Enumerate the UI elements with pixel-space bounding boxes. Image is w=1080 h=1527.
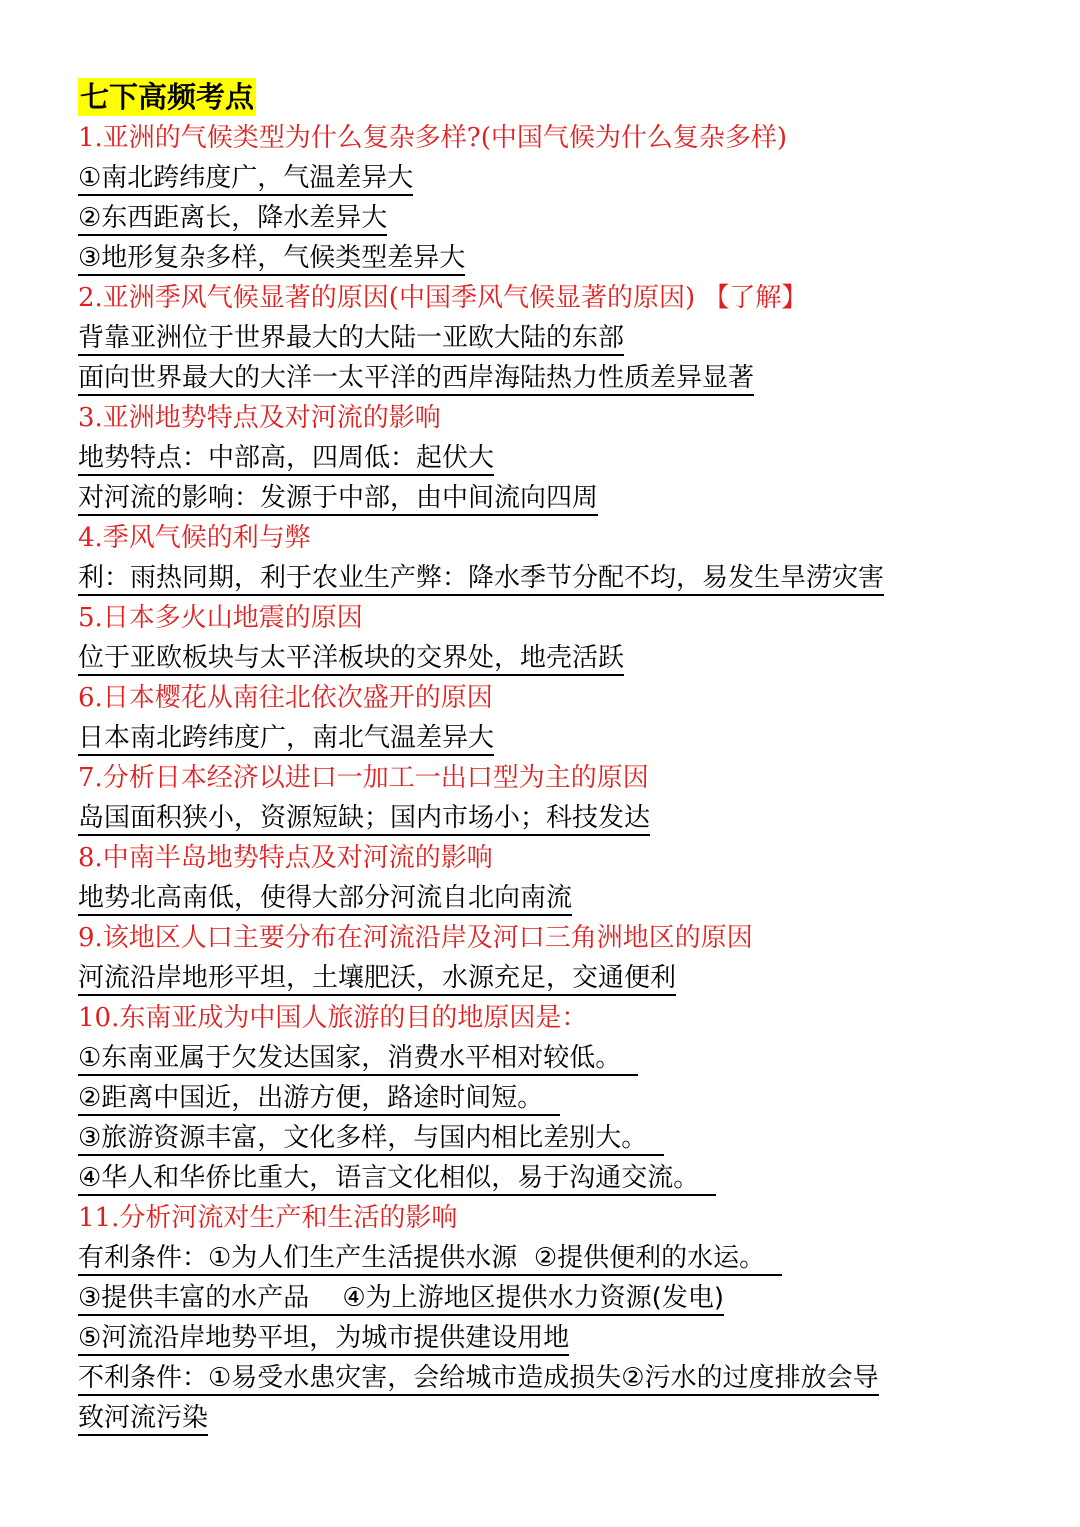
answer-line (78, 158, 1068, 198)
answer-text: ①东南亚属于欠发达国家，消费水平相对较低。 (78, 1043, 638, 1076)
answer-line (78, 1398, 1068, 1438)
answer-text: 面向世界最大的大洋一太平洋的西岸海陆热力性质差异显著 (78, 363, 754, 396)
answer-text: ③旅游资源丰富，文化多样，与国内相比差别大。 (78, 1123, 664, 1156)
answer-line (78, 1318, 1068, 1358)
answer-line (78, 798, 1068, 838)
question-heading: 8.中南半岛地势特点及对河流的影响 (78, 843, 493, 873)
answer-text: 地势北高南低，使得大部分河流自北向南流 (78, 883, 572, 916)
document-page (78, 78, 1068, 1438)
answer-text: 利：雨热同期，利于农业生产弊：降水季节分配不均，易发生旱涝灾害 (78, 563, 884, 596)
answer-text: 不利条件：①易受水患灾害，会给城市造成损失②污水的过度排放会导 (78, 1363, 879, 1396)
question-heading: 5.日本多火山地震的原因 (78, 603, 363, 633)
answer-text: ②东西距离长，降水差异大 (78, 203, 387, 236)
question-heading: 7.分析日本经济以进口一加工一出口型为主的原因 (78, 763, 649, 793)
question-heading: 6.日本樱花从南往北依次盛开的原因 (78, 683, 493, 713)
question-heading: 11.分析河流对生产和生活的影响 (78, 1203, 458, 1233)
answer-text: 日本南北跨纬度广，南北气温差异大 (78, 723, 494, 756)
answer-line (78, 1238, 1068, 1278)
answer-line (78, 198, 1068, 238)
answer-text: ⑤河流沿岸地势平坦，为城市提供建设用地 (78, 1323, 569, 1356)
answer-line (78, 238, 1068, 278)
answer-line (78, 558, 1068, 598)
question-heading: 9.该地区人口主要分布在河流沿岸及河口三角洲地区的原因 (78, 923, 753, 953)
answer-text: ③地形复杂多样，气候类型差异大 (78, 243, 465, 276)
answer-text: 背靠亚洲位于世界最大的大陆一亚欧大陆的东部 (78, 323, 624, 356)
question-heading: 4.季风气候的利与弊 (78, 523, 311, 553)
answer-line (78, 478, 1068, 518)
answer-text: ③提供丰富的水产品 ④为上游地区提供水力资源(发电) (78, 1283, 724, 1316)
answer-line (78, 638, 1068, 678)
answer-text: 有利条件：①为人们生产生活提供水源 ②提供便利的水运。 (78, 1243, 782, 1276)
answer-line (78, 1038, 1068, 1078)
answer-line (78, 1078, 1068, 1118)
answer-line (78, 438, 1068, 478)
answer-text: ②距离中国近，出游方便，路途时间短。 (78, 1083, 560, 1116)
answer-text: 河流沿岸地形平坦，土壤肥沃，水源充足，交通便利 (78, 963, 676, 996)
answer-line (78, 318, 1068, 358)
answer-line (78, 958, 1068, 998)
answer-text: 对河流的影响：发源于中部，由中间流向四周 (78, 483, 598, 516)
answer-line (78, 1278, 1068, 1318)
answer-text: ④华人和华侨比重大，语言文化相似，易于沟通交流。 (78, 1163, 716, 1196)
question-heading: 2.亚洲季风气候显著的原因(中国季风气候显著的原因) 【了解】 (78, 283, 808, 313)
answer-text: ①南北跨纬度广，气温差异大 (78, 163, 413, 196)
answer-line (78, 358, 1068, 398)
content-lines (78, 118, 1068, 1438)
question-heading: 3.亚洲地势特点及对河流的影响 (78, 403, 441, 433)
question-heading: 10.东南亚成为中国人旅游的目的地原因是： (78, 1003, 588, 1033)
answer-text: 地势特点：中部高，四周低：起伏大 (78, 443, 494, 476)
answer-line (78, 1158, 1068, 1198)
answer-line (78, 1118, 1068, 1158)
page-title: 七下高频考点 (80, 80, 255, 114)
answer-text: 岛国面积狭小，资源短缺；国内市场小；科技发达 (78, 803, 650, 836)
answer-line (78, 1358, 1068, 1398)
answer-text: 致河流污染 (78, 1403, 208, 1436)
answer-line (78, 878, 1068, 918)
answer-line (78, 718, 1068, 758)
answer-text: 位于亚欧板块与太平洋板块的交界处，地壳活跃 (78, 643, 624, 676)
question-heading: 1.亚洲的气候类型为什么复杂多样?(中国气候为什么复杂多样) (78, 123, 788, 153)
